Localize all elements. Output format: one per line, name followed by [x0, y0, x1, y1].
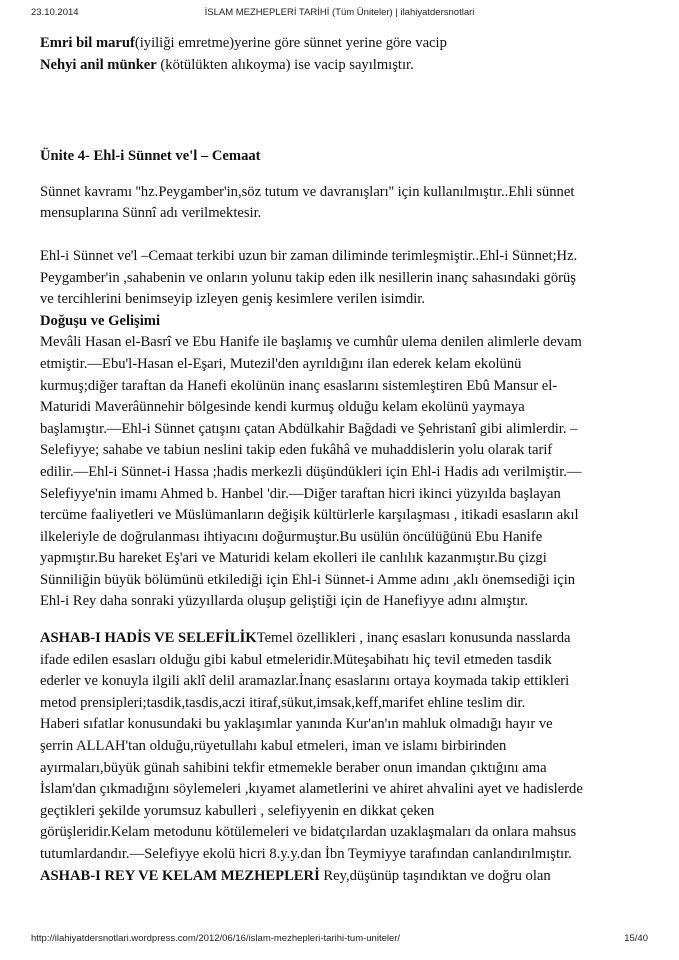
paragraph-sunnet	[40, 182, 652, 225]
text-line: metod prensipleri;tasdik,tasdis,aczi itiraf,sükut,imsak,keff,marifet ehline teslim dir.	[40, 694, 526, 711]
text-line: ifade edilen esasları olduğu gibi kabul etmeleridir.Müteşabihatı hiç tevil etmeden tasdik	[40, 651, 552, 668]
text-line: ASHAB-I REY VE KELAM MEZHEPLERİ Rey,düşünüp taşındıktan ve doğru olan	[40, 867, 551, 884]
text-line: görüşleridir.Kelam metodunu kötülemeleri ve bidatçılardan uzaklaşmaları da onlara mahsus	[40, 824, 577, 841]
paragraph-ehl-i-sunnet	[40, 246, 652, 311]
term-emri-bil-maruf: Emri bil maruf	[40, 35, 135, 51]
page-title: İSLAM MEZHEPLERİ TARİHİ (Tüm Üniteler) | ilahiyatdersnotlari	[204, 7, 475, 18]
top-line-2: Nehyi anil münker (kötülükten alıkoyma) ise vacip sayılmıştır.	[40, 56, 414, 73]
text-line: Mevâli Hasan el-Basrî ve Ebu Hanife ile başlamış ve cumhûr ulema denilen alimlerle devam	[40, 334, 582, 351]
text-line: mensuplarına Sünnî adı verilmektesir.	[40, 205, 262, 222]
text-line: ayırmaları,büyük günah sahibini tekfir etmemekle beraber onun imandan çıktığını ama	[40, 759, 547, 776]
text-line: Ehl-i Rey daha sonraki yüzyıllarda oluşup geliştiği için de Hanefiyye adını almıştır.	[40, 593, 528, 610]
page-number: 15/40	[624, 933, 648, 944]
text-line: yapmıştır.Bu hareket Eş'ari ve Maturidi kelam ekolleri ile canlılık kazanmıştır.Bu çizgi	[40, 550, 547, 567]
text-line: ilkeleriyle de doğrulanması ihtiyacını doğurmuştur.Bu usülün öncülüğünü Ebu Hanife	[40, 528, 543, 545]
source-url: http://ilahiyatdersnotlari.wordpress.com/2012/06/16/islam-mezhepleri-tarihi-tum-uniteler/	[31, 933, 401, 944]
text-line: kurmuş;diğer taraftan da Hanefi ekolünün inanç esaslarını sistemleştiren Ebû Mansur el-	[40, 377, 558, 394]
text-line: başlamıştır.—Ehl-i Sünnet çatışını çatan Abdülkahir Bağdadi ve Şehristanî gibi alimlerdir. –	[40, 420, 578, 437]
section-heading: ASHAB-I REY VE KELAM MEZHEPLERİ	[40, 867, 320, 884]
section-hadis	[40, 628, 652, 887]
text-line: şerrin ALLAH'tan olduğu,rüyetullahı kabul etmeleri, iman ve islamı birbirinden	[40, 738, 507, 755]
text-line: ederler ve konuyla ilgili aklî delil aramazlar.İnanç esaslarını ortaya koymada takip ettikleri	[40, 673, 570, 690]
section-origin	[40, 311, 652, 613]
text-line: İslam'dan çıkmadığını söylemeleri ,kıyamet alametlerini ve ahiret ahvalini ayet ve hadislerde	[40, 781, 583, 798]
section-heading: ASHAB-I HADİS VE SELEFİLİK	[40, 630, 257, 647]
print-date: 23.10.2014	[31, 7, 79, 18]
text-line: Maturidi Maverâünnehir bölgesinde kendi kurmuş olduğu kelam ekolünü yaymaya	[40, 399, 525, 416]
section-heading: Doğuşu ve Gelişimi	[40, 312, 160, 329]
text-line: Peygamber'in ,sahabenin ve onların yolunu takip eden ilk nesillerin inanç sahasındaki görüş	[40, 269, 576, 286]
text-line: Selefiyye'nin imamı Ahmed b. Hanbel 'dir.—Diğer taraftan hicri ikinci yüzyılda başlayan	[40, 485, 561, 502]
text-line: tercüme faaliyetleri ve Müslümanların değişik kültürlerle karşılaşması , itikadi esasların akıl	[40, 507, 579, 524]
unit-heading: Ünite 4- Ehl-i Sünnet ve'l – Cemaat	[40, 148, 261, 165]
text-line: Ehl-i Sünnet ve'l –Cemaat terkibi uzun bir zaman diliminde terimleşmiştir..Ehl-i Sünnet;Hz.	[40, 247, 578, 264]
text-line: edilir.—Ehl-i Sünnet-i Hassa ;hadis merkezli düşündükleri için Ehl-i Hadis adı verilmiştir.—	[40, 463, 582, 480]
text-line: Haberi sıfatlar konusundaki bu yaklaşımlar yanında Kur'an'ın mahluk olmadığı hayır ve	[40, 716, 553, 733]
text-line: ASHAB-I HADİS VE SELEFİLİKTemel özellikleri , inanç esasları konusunda nasslarda	[40, 630, 571, 647]
text-line: Sünnet kavramı ''hz.Peygamber'in,söz tutum ve davranışları'' için kullanılmıştır..Ehli sünnet	[40, 183, 575, 200]
text-line: geçtikleri şekilde yorumsuz kabulleri , selefiyyenin en dikkat çeken	[40, 802, 435, 819]
text-line: Selefiyye; sahabe ve tabiun neslini takip eden fukâhâ ve muhaddislerin yolu olarak tarif	[40, 442, 553, 459]
document-body	[40, 33, 652, 887]
text-line: Sünniliğin büyük bölümünü etkilediği için Ehl-i Sünnet-i Amme adını ,aklı önemsediği için	[40, 571, 576, 588]
term-nehyi-anil-munker: Nehyi anil münker	[40, 56, 157, 73]
text-line: tutumlardandır.—Selefiyye ekolü hicri 8.y.y.dan İbn Teymiyye tarafından canlandırılmıştır.	[40, 846, 572, 862]
text-line: etmiştir.—Ebu'l-Hasan el-Eşari, Mutezil'den ayrıldığını ilan ederek kelam ekolünü	[40, 355, 522, 372]
top-line-1: Emri bil maruf(iyiliği emretme)yerine göre sünnet yerine göre vacip	[40, 35, 447, 51]
text-line: ve tercihlerini benimseyip izleyen geniş kesimlere verilen isimdir.	[40, 291, 425, 308]
